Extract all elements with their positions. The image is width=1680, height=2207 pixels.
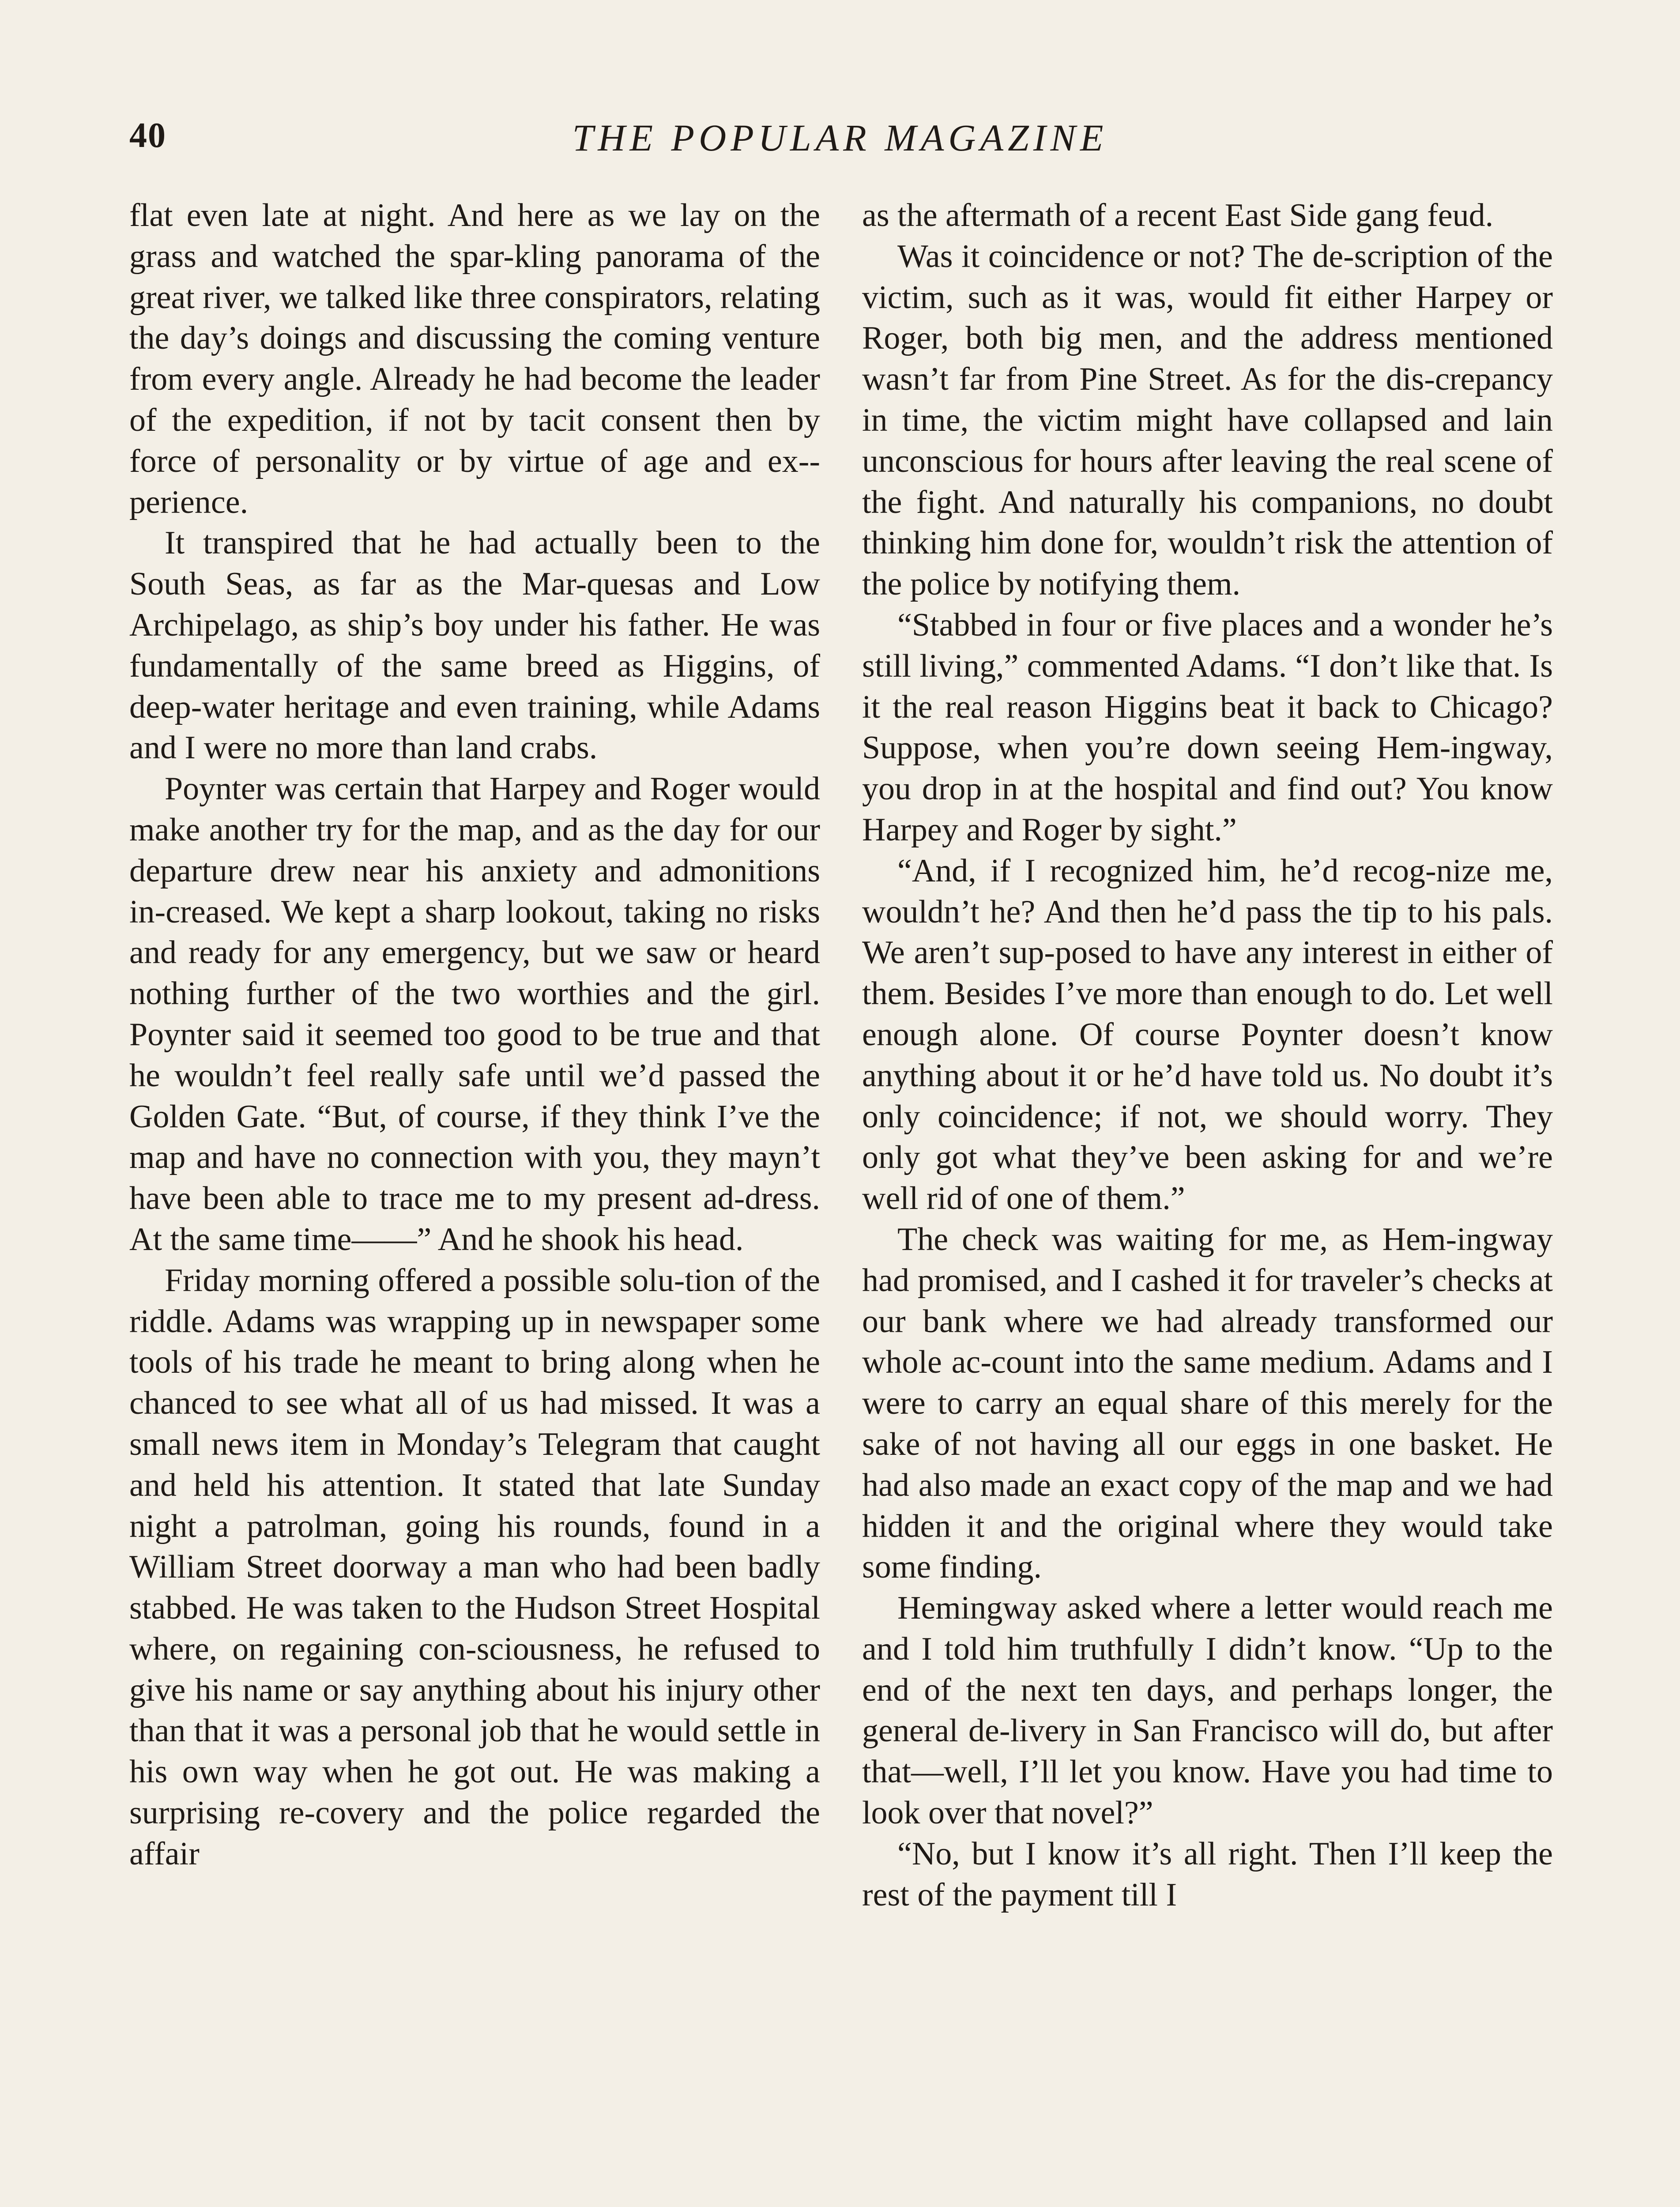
paragraph: Was it coincidence or not? The de-scription of the victim, such as it was, would fit either Harpey or Roger, both big men, and the address mentioned wasn’t far from Pine Street. As for the dis-crepancy in time, the victim might have collapsed and lain unconscious for hours after leaving the real scene of the fight. And naturally his companions, no doubt thinking him done for, wouldn’t risk the attention of the police by notifying them.: [862, 238, 1553, 603]
paragraph: as the aftermath of a recent East Side gang feud.: [862, 197, 1494, 234]
paragraph: “And, if I recognized him, he’d recog-nize me, wouldn’t he? And then he’d pass the tip to his pals. We aren’t sup-posed to have any interest in either of them. Besides I’ve more than enough to do. Let well enough alone. Of course Poynter doesn’t know anything about it or he’d have told us. No doubt it’s only coincidence; if not, we should worry. They only got what they’ve been asking for and we’re well rid of one of them.”: [862, 852, 1553, 1217]
right-column: [862, 195, 1553, 1915]
paragraph: flat even late at night. And here as we lay on the grass and watched the spar-kling panorama of the great river, we talked like three conspirators, relating the day’s doings and discussing the coming venture from every angle. Already he had become the leader of the expedition, if not by tacit consent then by force of personality or by virtue of age and ex-perience.: [129, 197, 820, 520]
paragraph: Poynter was certain that Harpey and Roger would make another try for the map, and as the day for our departure drew near his anxiety and admonitions in-creased. We kept a sharp lookout, taking no risks and ready for any emergency, but we saw or heard nothing further of the two worthies and the girl. Poynter said it seemed too good to be true and that he wouldn’t feel really safe until we’d passed the Golden Gate. “But, of course, if they think I’ve the map and have no connection with you, they mayn’t have been able to trace me to my present ad-dress. At the same time——” And he shook his head.: [129, 771, 820, 1258]
paragraph: “Stabbed in four or five places and a wonder he’s still living,” commented Adams. “I don’t like that. Is it the real reason Higgins beat it back to Chicago? Suppose, when you’re down seeing Hem-ingway, you drop in at the hospital and find out? You know Harpey and Roger by sight.”: [862, 606, 1553, 848]
paragraph: The check was waiting for me, as Hem-ingway had promised, and I cashed it for traveler’s checks at our bank where we had already transformed our whole ac-count into the same medium. Adams and I were to carry an equal share of this merely for the sake of not having all our eggs in one basket. He had also made an exact copy of the map and we had hidden it and the original where they would take some finding.: [862, 1221, 1553, 1586]
running-head: THE POPULAR MAGAZINE: [572, 117, 1108, 159]
left-column: [129, 195, 820, 1875]
paragraph: Friday morning offered a possible solu-tion of the riddle. Adams was wrapping up in newspaper some tools of his trade he meant to bring along when he chanced to see what all of us had missed. It was a small news item in Monday’s Telegram that caught and held his attention. It stated that late Sunday night a patrolman, going his rounds, found in a William Street doorway a man who had been badly stabbed. He was taken to the Hudson Street Hospital where, on regaining con-sciousness, he refused to give his name or say anything about his injury other than that it was a personal job that he would settle in his own way when he got out. He was making a surprising re-covery and the police regarded the affair: [129, 1262, 820, 1872]
paragraph: Hemingway asked where a letter would reach me and I told him truthfully I didn’t know. “Up to the end of the next ten days, and perhaps longer, the general de-livery in San Francisco will do, but after that—well, I’ll let you know. Have you had time to look over that novel?”: [862, 1590, 1553, 1831]
paragraph: It transpired that he had actually been to the South Seas, as far as the Mar-quesas and Low Archipelago, as ship’s boy under his father. He was fundamentally of the same breed as Higgins, of deep-water heritage and even training, while Adams and I were no more than land crabs.: [129, 525, 820, 766]
paragraph: “No, but I know it’s all right. Then I’ll keep the rest of the payment till I: [862, 1835, 1553, 1913]
page-number: 40: [129, 116, 166, 155]
